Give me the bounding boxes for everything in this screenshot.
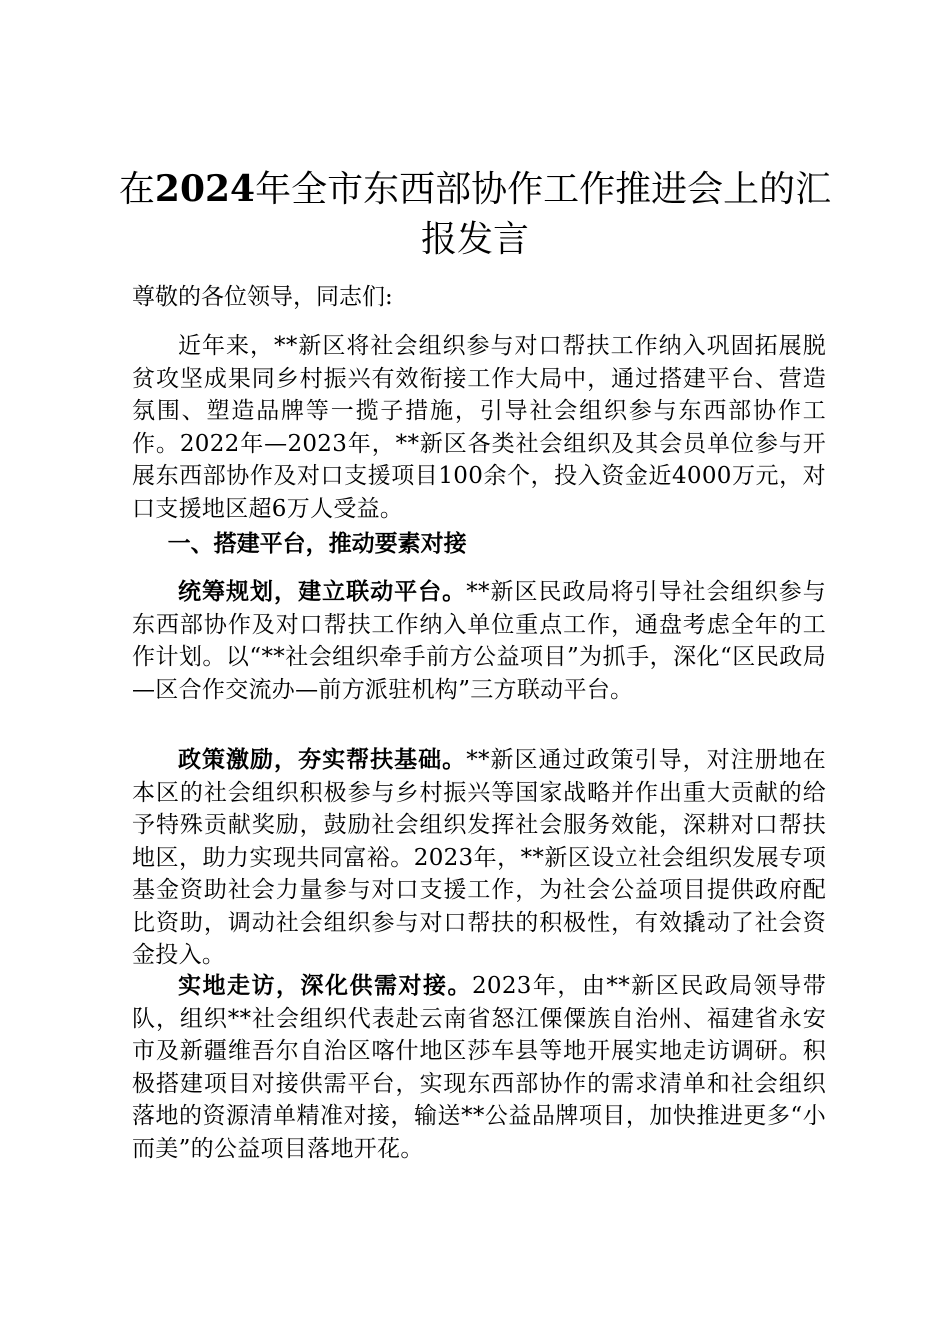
- paragraph-planning: [132, 576, 826, 706]
- paragraph-body: **新区通过政策引导，对注册地在本区的社会组织积极参与乡村振兴等国家战略并作出重大贡献的给予特殊贡献奖励，鼓励社会组织发挥社会服务效能，深耕对口帮扶地区，助力实现共同富裕。2023年，**新区设立社会组织发展专项基金资助社会力量参与对口支援工作，为社会公益项目提供政府配比资助，调动社会组织参与对口帮扶的积极性，有效撬动了社会资金投入。: [132, 747, 826, 968]
- salutation: 尊敬的各位领导，同志们:: [132, 284, 393, 310]
- paragraph-body: 2023年，由**新区民政局领导带队，组织**社会组织代表赴云南省怒江傈僳族自治州、福建省永安市及新疆维吾尔自治区喀什地区莎车县等地开展实地走访调研。积极搭建项目对接供需平台，实现东西部协作的需求清单和社会组织落地的资源清单精准对接，输送**公益品牌项目，加快推进更多“小而美”的公益项目落地开花。: [132, 973, 826, 1162]
- paragraph-visits: [132, 970, 826, 1165]
- paragraph-lead: 统筹规划，建立联动平台。: [178, 578, 467, 605]
- title-line1-rest: 年全市东西部协作工作推进会上的汇: [255, 169, 832, 210]
- paragraph-policy: [132, 744, 826, 972]
- title-year: 2024: [154, 168, 256, 210]
- title-prefix: 在: [118, 169, 155, 210]
- title-line2: 报发言: [420, 219, 529, 260]
- paragraph-lead: 实地走访，深化供需对接。: [178, 972, 472, 999]
- paragraph-body: **新区民政局将引导社会组织参与东西部协作及对口帮扶工作纳入单位重点工作，通盘考虑全年的工作计划。以“**社会组织牵手前方公益项目”为抓手，深化“区民政局—区合作交流办—前方派驻机构”三方联动平台。: [132, 579, 826, 703]
- section-heading: 一、搭建平台，推动要素对接: [167, 530, 467, 557]
- document-title: [100, 164, 850, 265]
- paragraph-lead: 政策激励，夯实帮扶基础。: [178, 746, 467, 773]
- intro-paragraph: 近年来，**新区将社会组织参与对口帮扶工作纳入巩固拓展脱贫攻坚成果同乡村振兴有效衔接工作大局中，通过搭建平台、营造氛围、塑造品牌等一揽子措施，引导社会组织参与东西部协作工作。2022年—2023年，**新区各类社会组织及其会员单位参与开展东西部协作及对口支援项目100余个，投入资金近4000万元，对口支援地区超6万人受益。: [132, 333, 826, 522]
